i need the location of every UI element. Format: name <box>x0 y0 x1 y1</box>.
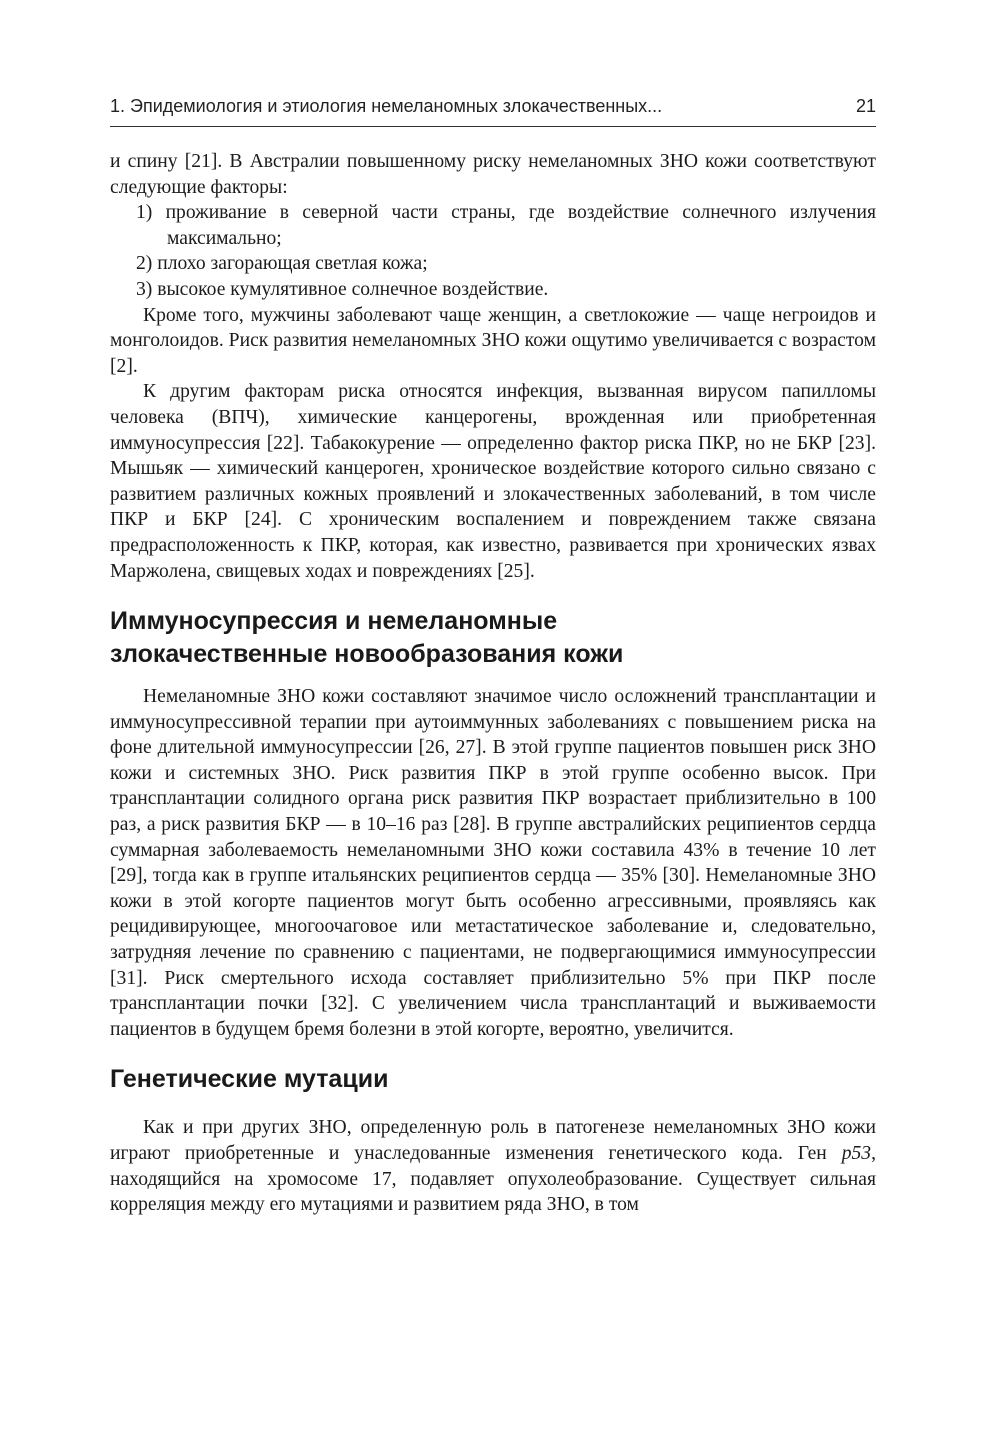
paragraph: Кроме того, мужчины заболевают чаще женщин, а светлокожие — чаще негроидов и монголоидов. Риск развития немеланомных ЗНО кожи ощутимо увеличивается с возрастом [2]. <box>110 304 876 377</box>
chapter-title: 1. Эпидемиология и этиология немеланомных злокачественных... <box>110 96 663 116</box>
risk-factor-list <box>110 200 876 302</box>
page-body <box>110 149 876 1218</box>
paragraph-text: Как и при других ЗНО, определенную роль в патогенезе немеланомных ЗНО кожи играют приобретенные и унаследованные изменения генетического кода. Ген <box>110 1117 876 1164</box>
intro-paragraph: и спину [21]. В Австралии повышенному риску немеланомных ЗНО кожи соответствуют следующие факторы: <box>110 151 876 198</box>
heading-line: Иммуносупрессия и немеланомные <box>110 607 558 636</box>
list-item: 3) высокое кумулятивное солнечное воздействие. <box>136 278 549 300</box>
paragraph: К другим факторам риска относятся инфекция, вызванная вирусом папилломы человека (ВПЧ), химические канцерогены, врожденная или приобретенная иммуносупрессия [22]. Табакокурение — определенно фактор риска ПКР, но не БКР [23]. Мышьяк — химический канцероген, хроническое воздействие которого сильно связано с развитием различных кожных проявлений и злокачественных заболеваний, в том числе ПКР и БКР [24]. С хроническим воспалением и повреждением также связана предрасположенность к ПКР, которая, как известно, развивается при хронических язвах Маржолена, свищевых ходах и повреждениях [25]. <box>110 381 876 582</box>
paragraph: Немеланомные ЗНО кожи составляют значимое число осложнений трансплантации и иммуносупрессивной терапии при аутоиммунных заболеваниях с повышением риска на фоне длительной иммуносупрессии [26, 27]. В этой группе пациентов повышен риск ЗНО кожи и системных ЗНО. Риск развития ПКР в этой группе особенно высок. При трансплантации солидного органа риск развития ПКР возрастает приблизительно в 100 раз, а риск развития БКР — в 10–16 раз [28]. В группе австралийских реципиентов сердца суммарная заболеваемость немеланомными ЗНО кожи составила 43% в течение 10 лет [29], тогда как в группе итальянских реципиентов сердца — 35% [30]. Немеланомные ЗНО кожи в этой когорте пациентов могут быть особенно агрессивными, проявляясь как рецидивирующее, многоочаговое или метастатическое заболевание и, следовательно, затрудняя лечение по сравнению с пациентами, не подвергающимися иммуносупрессии [31]. Риск смертельного исхода составляет приблизительно 5% при ПКР после трансплантации почки [32]. С увеличением числа трансплантаций и выживаемости пациентов в будущем бремя болезни в этой когорте, вероятно, увеличится. <box>110 686 876 1040</box>
paragraph <box>110 1115 876 1217</box>
gene-name: p53 <box>841 1143 872 1164</box>
section-heading-genetic: Генетические мутации <box>110 1065 389 1094</box>
page-number: 21 <box>855 96 876 116</box>
list-item: 2) плохо загорающая светлая кожа; <box>136 253 428 275</box>
list-item: 1) проживание в северной части страны, где воздействие солнечного излучения максимально; <box>136 202 876 249</box>
running-header <box>110 96 876 127</box>
paragraph-text: , находящийся на хромосоме 17, подавляет опухолеобразование. Существует сильная корреляция между его мутациями и развитием ряда ЗНО, в том <box>110 1143 876 1216</box>
heading-line: злокачественные новообразования кожи <box>110 640 624 669</box>
section-heading-immunosuppression <box>110 605 876 671</box>
book-page <box>110 96 876 1218</box>
